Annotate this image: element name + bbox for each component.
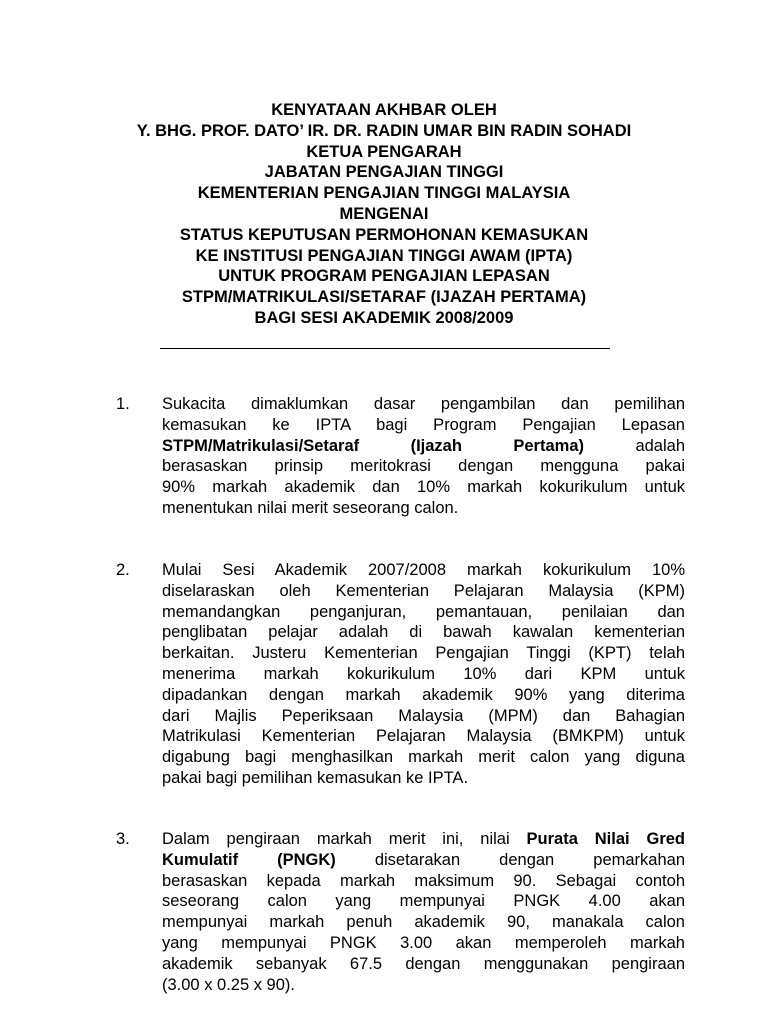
paragraph-line: yang mempunyai PNGK 3.00 akan memperoleh markah — [162, 933, 685, 952]
paragraph-body — [162, 829, 685, 995]
paragraph-line: dipadankan dengan markah akademik 90% yang diterima — [162, 685, 685, 704]
paragraph-line: digabung bagi menghasilkan markah merit calon yang diguna — [162, 748, 685, 767]
bold-text: Purata Nilai Gred — [526, 830, 685, 848]
paragraph-line: 90% markah akademik dan 10% markah kokurikulum untuk — [162, 478, 685, 497]
paragraph-line: memandangkan penganjuran, pemantauan, penilaian dan — [162, 602, 685, 621]
paragraph-number: 1. — [116, 395, 130, 413]
paragraph-line: berkaitan. Justeru Kementerian Pengajian Tinggi (KPT) telah — [162, 644, 685, 663]
paragraph-line — [162, 850, 685, 871]
heading-line: KE INSTITUSI PENGAJIAN TINGGI AWAM (IPTA) — [195, 246, 573, 265]
paragraph-line: mempunyai markah penuh akademik 90, manakala calon — [162, 913, 685, 932]
heading-line: JABATAN PENGAJIAN TINGGI — [264, 163, 504, 182]
paragraph-line: seseorang calon yang mempunyai PNGK 4.00 akan — [162, 892, 685, 911]
paragraph-line: pakai bagi pemilihan kemasukan ke IPTA. — [162, 768, 469, 787]
paragraph-line: menentukan nilai merit seseorang calon. — [162, 498, 459, 517]
paragraph-line: akademik sebanyak 67.5 dengan menggunakan pengiraan — [162, 954, 685, 973]
paragraph-line: kemasukan ke IPTA bagi Program Pengajian Lepasan — [162, 415, 685, 434]
paragraph-body — [162, 394, 685, 519]
heading-divider — [160, 348, 610, 349]
paragraph-number: 2. — [116, 561, 130, 579]
heading-line: STPM/MATRIKULASI/SETARAF (IJAZAH PERTAMA) — [181, 288, 587, 307]
bold-text: Kumulatif (PNGK) — [162, 850, 336, 869]
paragraph-line: (3.00 x 0.25 x 90). — [162, 975, 295, 994]
line-text: adalah — [584, 436, 685, 455]
paragraph-line: berasaskan prinsip meritokrasi dengan mengguna pakai — [162, 457, 685, 476]
paragraph-line — [162, 829, 685, 850]
heading-line: UNTUK PROGRAM PENGAJIAN LEPASAN — [218, 267, 550, 286]
line-text: Dalam pengiraan markah merit ini, nilai — [162, 830, 527, 848]
paragraph-line: diselaraskan oleh Kementerian Pelajaran Malaysia (KPM) — [162, 581, 685, 600]
heading-line: KETUA PENGARAH — [306, 142, 462, 161]
paragraph-line: Mulai Sesi Akademik 2007/2008 markah kokurikulum 10% — [162, 561, 685, 579]
heading-line: KENYATAAN AKHBAR OLEH — [271, 101, 497, 119]
paragraph-line: penglibatan pelajar adalah di bawah kawalan kementerian — [162, 623, 685, 642]
paragraph-body — [162, 560, 685, 789]
bold-text: STPM/Matrikulasi/Setaraf (Ijazah Pertama) — [162, 436, 584, 455]
paragraph-line: dari Majlis Peperiksaan Malaysia (MPM) dan Bahagian — [162, 706, 685, 725]
paragraph-number: 3. — [116, 830, 130, 848]
heading-line: BAGI SESI AKADEMIK 2008/2009 — [254, 308, 514, 327]
heading-line: MENGENAI — [339, 204, 429, 223]
heading-line: Y. BHG. PROF. DATO’ IR. DR. RADIN UMAR BIN RADIN SOHADI — [136, 121, 632, 140]
paragraph-line: Sukacita dimaklumkan dasar pengambilan dan pemilihan — [162, 395, 685, 413]
paragraph-line: menerima markah kokurikulum 10% dari KPM untuk — [162, 664, 685, 683]
paragraph-line: berasaskan kepada markah maksimum 90. Sebagai contoh — [162, 871, 685, 890]
line-text: disetarakan dengan pemarkahan — [335, 850, 685, 869]
heading-line: KEMENTERIAN PENGAJIAN TINGGI MALAYSIA — [197, 184, 571, 203]
heading-line: STATUS KEPUTUSAN PERMOHONAN KEMASUKAN — [179, 225, 589, 244]
press-statement-heading — [80, 100, 688, 329]
paragraph-line: Matrikulasi Kementerian Pelajaran Malaysia (BMKPM) untuk — [162, 727, 685, 746]
paragraph-line — [162, 436, 685, 457]
